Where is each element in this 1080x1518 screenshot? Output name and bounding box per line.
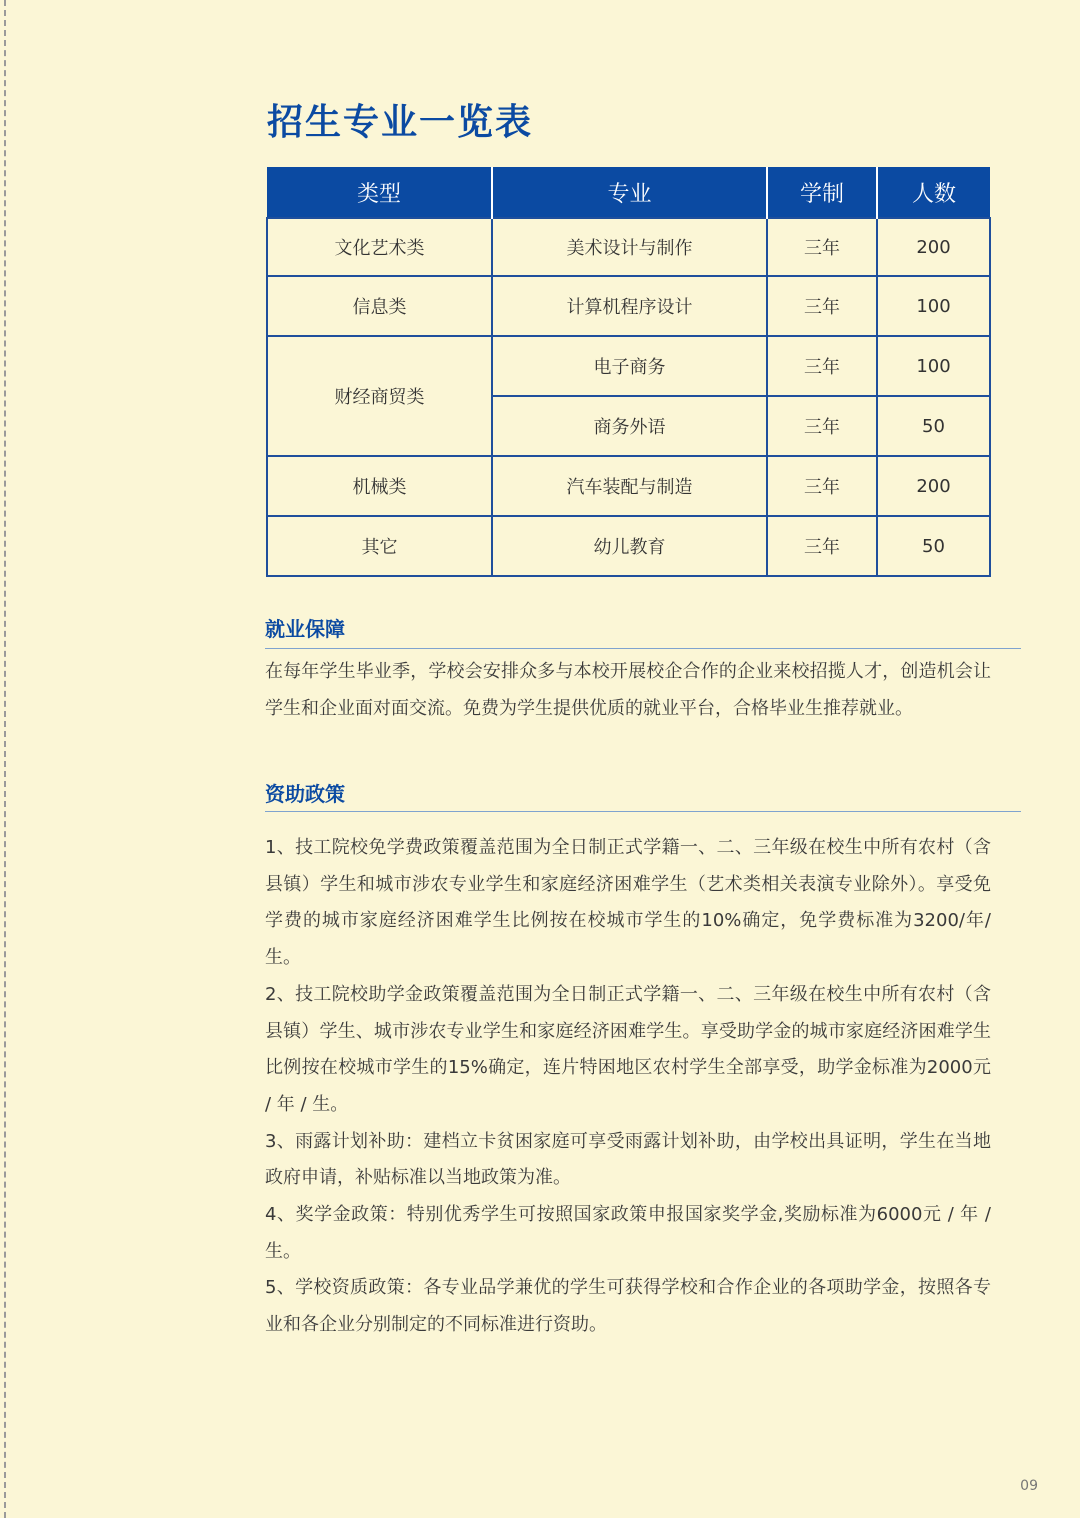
header-major: 专业 <box>492 167 767 218</box>
duration-cell: 三年 <box>767 396 877 456</box>
employment-paragraph: 在每年学生毕业季，学校会安排众多与本校开展校企合作的企业来校招揽人才，创造机会让学生和企业面对面交流。免费为学生提供优质的就业平台，合格毕业生推荐就业。 <box>265 661 991 719</box>
page-number: 09 <box>1020 1478 1038 1494</box>
policy-item: 2、技工院校助学金政策覆盖范围为全日制正式学籍一、二、三年级在校生中所有农村（含县镇）学生、城市涉农专业学生和家庭经济困难学生。享受助学金的城市家庭经济困难学生比例按在校城市学生的15%确定，连片特困地区农村学生全部享受，助学金标准为2000元 / 年 / 生。 <box>265 983 991 1115</box>
employment-section-title: 就业保障 <box>265 617 345 641</box>
header-duration: 学制 <box>767 167 877 218</box>
funding-section-divider <box>265 811 1021 812</box>
count-cell: 200 <box>877 456 990 516</box>
majors-table <box>266 167 991 577</box>
major-cell: 幼儿教育 <box>492 516 767 576</box>
page-edge-dashed-border <box>4 0 6 1518</box>
policy-item: 4、奖学金政策：特别优秀学生可按照国家政策申报国家奖学金,奖励标准为6000元 / 年 / 生。 <box>265 1204 991 1262</box>
funding-policy-list <box>265 830 991 1344</box>
category-cell: 机械类 <box>267 456 492 516</box>
policy-item: 5、学校资质政策：各专业品学兼优的学生可获得学校和合作企业的各项助学金，按照各专业和各企业分别制定的不同标准进行资助。 <box>265 1277 991 1336</box>
count-cell: 50 <box>877 516 990 576</box>
category-cell: 文化艺术类 <box>267 218 492 276</box>
duration-cell: 三年 <box>767 516 877 576</box>
header-count: 人数 <box>877 167 990 218</box>
table-row <box>267 336 990 396</box>
category-cell: 信息类 <box>267 276 492 336</box>
employment-section-divider <box>265 648 1021 649</box>
count-cell: 200 <box>877 218 990 276</box>
policy-item: 3、雨露计划补助：建档立卡贫困家庭可享受雨露计划补助，由学校出具证明，学生在当地政府申请，补贴标准以当地政策为准。 <box>265 1130 991 1189</box>
duration-cell: 三年 <box>767 218 877 276</box>
category-cell: 其它 <box>267 516 492 576</box>
policy-item: 1、技工院校免学费政策覆盖范围为全日制正式学籍一、二、三年级在校生中所有农村（含县镇）学生和城市涉农专业学生和家庭经济困难学生（艺术类相关表演专业除外）。享受免学费的城市家庭经济困难学生比例按在校城市学生的10%确定，免学费标准为3200/年/生。 <box>265 837 991 969</box>
count-cell: 100 <box>877 276 990 336</box>
duration-cell: 三年 <box>767 276 877 336</box>
count-cell: 50 <box>877 396 990 456</box>
duration-cell: 三年 <box>767 336 877 396</box>
table-row <box>267 276 990 336</box>
major-cell: 美术设计与制作 <box>492 218 767 276</box>
major-cell: 汽车装配与制造 <box>492 456 767 516</box>
duration-cell: 三年 <box>767 456 877 516</box>
major-cell: 电子商务 <box>492 336 767 396</box>
table-row <box>267 516 990 576</box>
category-cell: 财经商贸类 <box>267 336 492 456</box>
header-category: 类型 <box>267 167 492 218</box>
funding-section-title: 资助政策 <box>265 782 345 806</box>
count-cell: 100 <box>877 336 990 396</box>
table-row <box>267 456 990 516</box>
table-header-row <box>267 167 990 218</box>
major-cell: 计算机程序设计 <box>492 276 767 336</box>
table-row <box>267 218 990 276</box>
page-title: 招生专业一览表 <box>267 102 534 143</box>
major-cell: 商务外语 <box>492 396 767 456</box>
